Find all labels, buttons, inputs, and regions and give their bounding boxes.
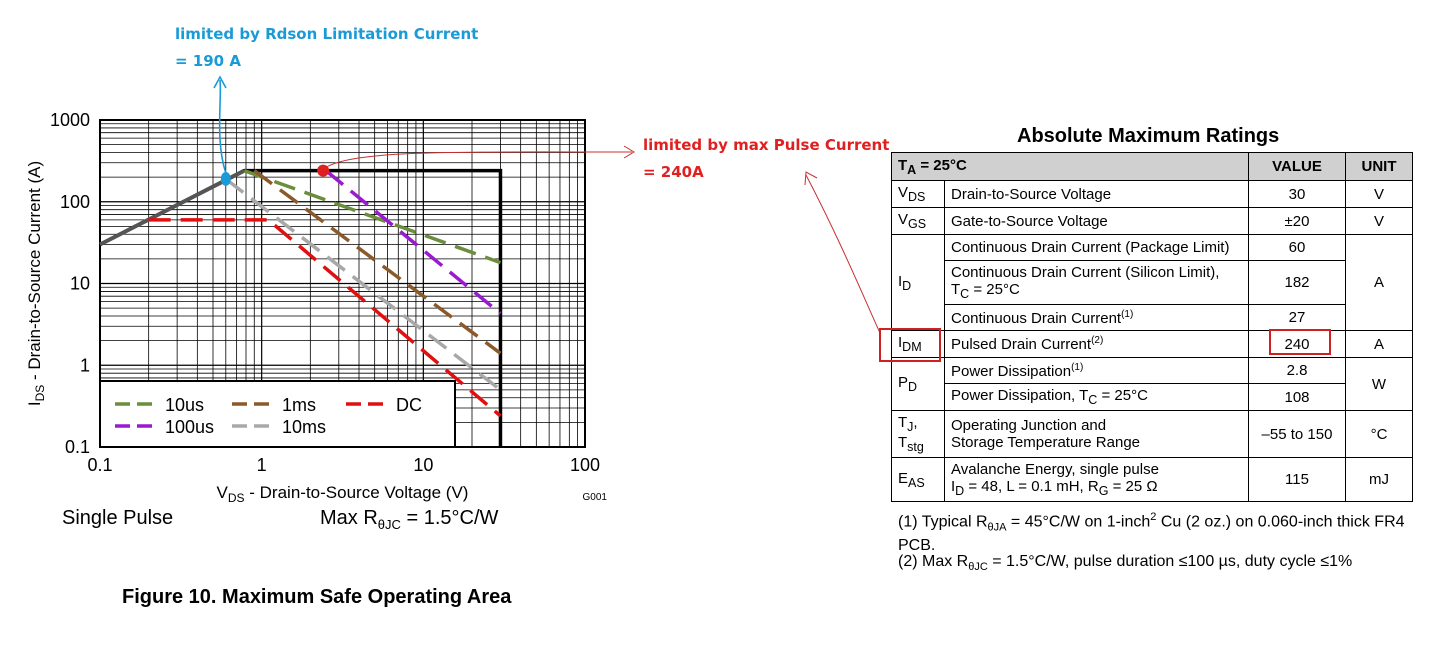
pulse-arrow — [327, 152, 632, 167]
legend-label-10ms: 10ms — [282, 417, 327, 437]
table-header-row — [892, 153, 1413, 181]
annotation-layer — [214, 77, 880, 333]
header-unit: UNIT — [1346, 153, 1413, 181]
y-tick-label: 1000 — [49, 110, 90, 130]
x-axis-label: $V_{DS}$ - Drain-to-Source Voltage (V) — [216, 483, 469, 505]
unit-cell: A — [1346, 235, 1413, 331]
rdson-marker — [221, 172, 231, 186]
max-rthjc-label: Max $R_{\theta JC} = 1.5^\circ C/W$ — [320, 507, 499, 532]
unit-cell: mJ — [1346, 458, 1413, 502]
table-row — [892, 261, 1413, 305]
table-row — [892, 384, 1413, 411]
idm-arrow — [806, 175, 880, 333]
y-tick-label: 0.1 — [64, 437, 90, 457]
param-cell: Power Dissipation, $T_C = 25^\circ C$ — [945, 384, 1249, 411]
unit-cell: A — [1346, 331, 1413, 358]
figure-title: Figure 10. Maximum Safe Operating Area — [122, 586, 512, 608]
value-cell: 60 — [1249, 235, 1346, 261]
table-row — [892, 458, 1413, 502]
legend-label-1ms: 1ms — [282, 395, 317, 415]
series-10us-line — [244, 171, 500, 263]
table-row — [892, 208, 1413, 235]
header-condition: $T_A = 25^\circ C$ — [892, 153, 1249, 181]
symbol-cell: $I_{DM}$ — [892, 331, 945, 358]
y-tick-label: 100 — [59, 191, 90, 212]
x-tick-label: 1 — [256, 455, 267, 475]
idm-arrowhead — [805, 172, 817, 185]
idm-highlight-box — [879, 328, 941, 362]
rdson-annotation-line2: = 190 A — [175, 52, 241, 70]
legend-layer — [100, 381, 455, 447]
param-cell: Continuous Drain Current (Silicon Limit), $T_C = 25^\circ C$ — [945, 261, 1249, 305]
legend-label-100us: 100us — [165, 417, 215, 437]
symbol-cell: $T_J$, $T_{stg}$ — [892, 411, 945, 458]
param-cell: Gate-to-Source Voltage — [945, 208, 1249, 235]
rdson-annotation-line1: limited by Rdson Limitation Current — [175, 25, 479, 43]
rdson-arrow — [220, 80, 226, 173]
table-row — [892, 305, 1413, 331]
unit-cell: W — [1346, 358, 1413, 411]
pulse-annotation-line1: limited by max Pulse Current — [643, 136, 890, 154]
table-row — [892, 331, 1413, 358]
note-2: (2) Max $R_{\theta JC} = 1.5^\circ C/W$, pulse duration ≤100 µs, duty cycle ≤1% — [898, 553, 1353, 574]
param-cell: Operating Junction and Storage Temperature Range — [945, 411, 1249, 458]
value-cell: 27 — [1249, 305, 1346, 331]
table-row — [892, 181, 1413, 208]
value-cell: 2.8 — [1249, 358, 1346, 384]
value-cell: 30 — [1249, 181, 1346, 208]
x-tick-label: 0.1 — [87, 455, 113, 475]
symbol-cell: $E_{AS}$ — [892, 458, 945, 502]
unit-cell: V — [1346, 181, 1413, 208]
absolute-max-ratings-table — [891, 152, 1413, 502]
unit-cell: °C — [1346, 411, 1413, 458]
param-cell: Power Dissipation$^{(1)}$ — [945, 358, 1249, 384]
y-tick-label: 1 — [79, 355, 90, 376]
table-title: Absolute Maximum Ratings — [1017, 125, 1280, 147]
x-tick-label: 100 — [569, 455, 601, 475]
value-cell: 108 — [1249, 384, 1346, 411]
table-row — [892, 235, 1413, 261]
value-cell: ±20 — [1249, 208, 1346, 235]
symbol-cell: $I_D$ — [892, 235, 945, 331]
unit-cell: V — [1346, 208, 1413, 235]
x-tick-label: 10 — [413, 455, 434, 475]
legend-label-DC: DC — [396, 395, 422, 415]
param-cell: Continuous Drain Current$^{(1)}$ — [945, 305, 1249, 331]
y-axis-label: $I_{DS}$ - Drain-to-Source Current (A) — [25, 160, 47, 407]
value-240-highlight-box — [1269, 329, 1331, 355]
param-cell: Pulsed Drain Current$^{(2)}$ — [945, 331, 1249, 358]
param-cell: Continuous Drain Current (Package Limit) — [945, 235, 1249, 261]
table-row — [892, 411, 1413, 458]
param-cell: Drain-to-Source Voltage — [945, 181, 1249, 208]
symbol-cell: $P_D$ — [892, 358, 945, 411]
legend-label-10us: 10us — [165, 395, 205, 415]
value-cell: 182 — [1249, 261, 1346, 305]
y-tick-label: 10 — [69, 273, 90, 294]
symbol-cell: $V_{DS}$ — [892, 181, 945, 208]
value-cell: 115 — [1249, 458, 1346, 502]
note-1: (1) Typical $R_{\theta JA} = 45^\circ C/W$ on 1-inch$^2$ Cu (2 oz.) on 0.060-inch thick FR4 PCB. — [898, 511, 1405, 554]
header-value: VALUE — [1249, 153, 1346, 181]
table-row — [892, 358, 1413, 384]
symbol-cell: $V_{GS}$ — [892, 208, 945, 235]
param-cell: Avalanche Energy, single pulse $I_D = 48$, L = 0.1 mH, $R_G = 25$ Ω — [945, 458, 1249, 502]
figure-code: G001 — [582, 492, 607, 503]
value-cell: 240 — [1249, 331, 1346, 358]
value-cell: –55 to 150 — [1249, 411, 1346, 458]
single-pulse-label: Single Pulse — [62, 507, 174, 529]
series-10ms-line — [226, 179, 501, 390]
pulse-annotation-line2: = 240A — [643, 163, 704, 181]
